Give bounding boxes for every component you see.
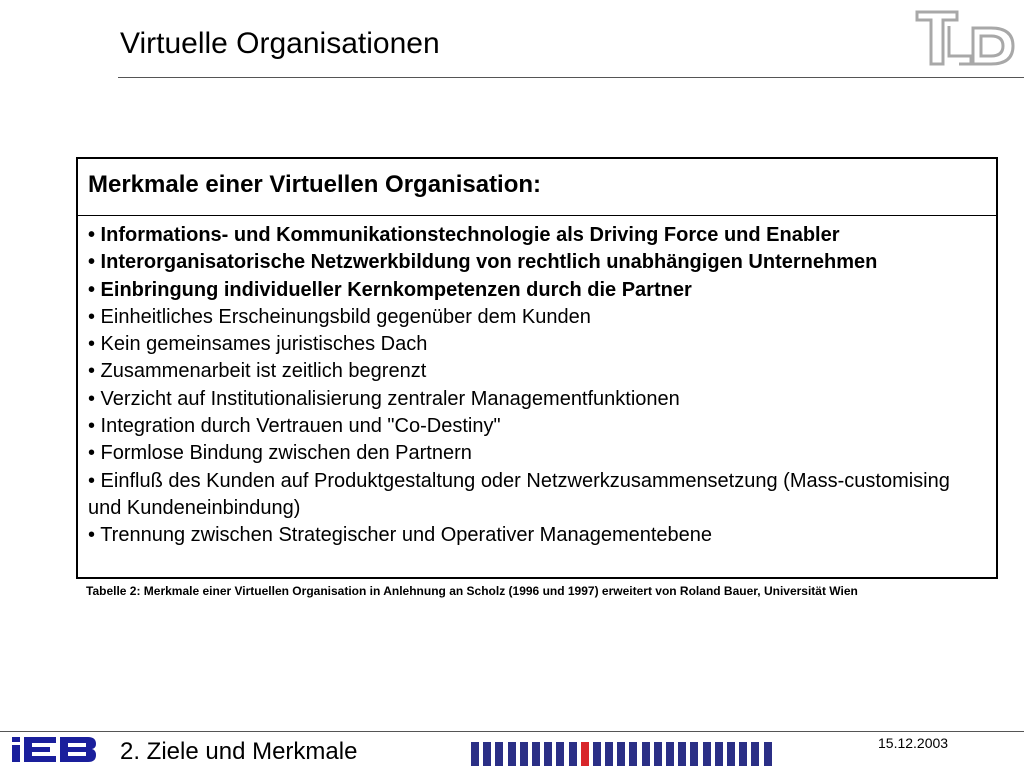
progress-cell [642,742,650,766]
progress-cell [544,742,552,766]
footer-date: 15.12.2003 [878,735,949,751]
ieb-logo-icon [10,734,98,764]
list-item: • Verzicht auf Institutionalisierung zentraler Managementfunktionen [88,387,680,410]
progress-cell [739,742,747,766]
list-item: • Einbringung individueller Kernkompetenzen durch die Partner [88,278,692,301]
table-body [78,216,996,550]
list-item: • Kein gemeinsames juristisches Dach [88,333,428,356]
progress-cell [593,742,601,766]
progress-cell [605,742,613,766]
progress-cell [520,742,528,766]
list-item: • Einheitliches Erscheinungsbild gegenüber dem Kunden [88,305,591,328]
footer-section-title: 2. Ziele und Merkmale [120,738,358,765]
list-item: • Interorganisatorische Netzwerkbildung von rechtlich unabhängigen Unternehmen [88,251,878,274]
progress-cell [629,742,637,766]
progress-cell [751,742,759,766]
progress-cell [471,742,479,766]
list-item: • Zusammenarbeit ist zeitlich begrenzt [88,360,427,383]
list-item: • Trennung zwischen Strategischer und Operativer Managementebene [88,524,713,547]
progress-cell [764,742,772,766]
list-item: • Integration durch Vertrauen und "Co-Destiny" [88,415,501,438]
list-item: • Formlose Bindung zwischen den Partnern [88,442,472,465]
list-item: • Informations- und Kommunikationstechnologie als Driving Force und Enabler [88,224,840,246]
progress-cell [617,742,625,766]
progress-cell [703,742,711,766]
progress-cell [556,742,564,766]
slide-progress-bar [471,742,772,766]
progress-cell [678,742,686,766]
merkmale-table [76,157,998,579]
progress-cell [715,742,723,766]
progress-cell-current [581,742,589,766]
progress-cell [532,742,540,766]
progress-cell [508,742,516,766]
progress-cell [690,742,698,766]
progress-cell [495,742,503,766]
progress-cell [654,742,662,766]
progress-cell [666,742,674,766]
tud-logo-icon [913,6,1021,70]
progress-cell [483,742,491,766]
progress-cell [727,742,735,766]
slide-title: Virtuelle Organisationen [120,27,440,60]
title-divider [118,77,1024,78]
progress-cell [569,742,577,766]
footer-divider [0,731,1024,732]
table-caption: Tabelle 2: Merkmale einer Virtuellen Organisation in Anlehnung an Scholz (1996 und 1997) erweitert von Roland Bauer, Universität Wien [86,584,858,598]
table-header: Merkmale einer Virtuellen Organisation: [78,159,996,216]
list-item: • Einfluß des Kunden auf Produktgestaltung oder Netzwerkzusammensetzung (Mass-customising und Kundeneinbindung) [88,469,950,519]
